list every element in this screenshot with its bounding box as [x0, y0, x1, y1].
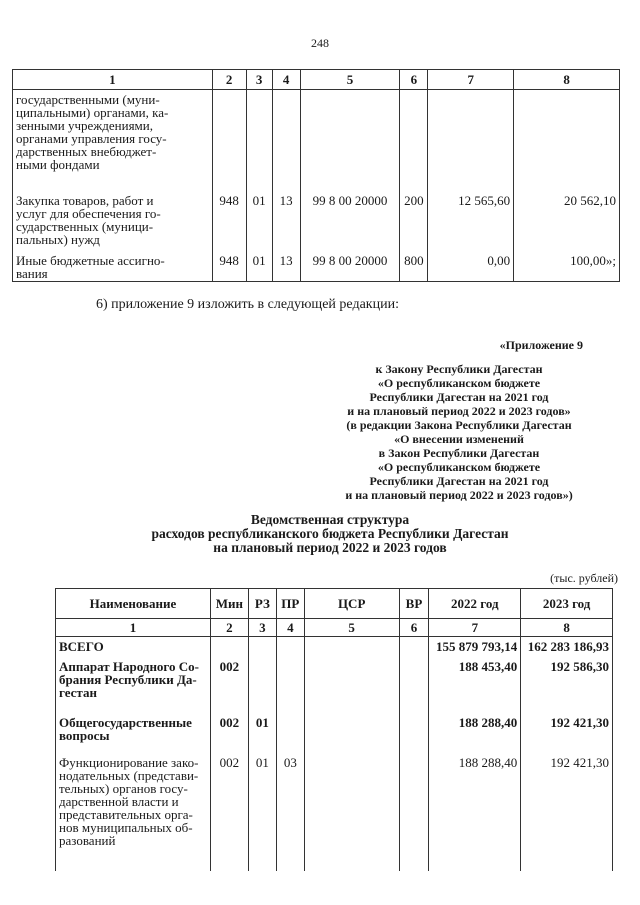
- appendix-line: и на плановый период 2022 и 2023 годов»: [347, 404, 571, 418]
- row-name: Общегосударственные вопросы: [56, 713, 211, 751]
- total-label: ВСЕГО: [56, 637, 211, 657]
- cell-min: 948: [212, 186, 246, 248]
- cell-rz: 01: [246, 248, 272, 282]
- header-csr: ЦСР: [304, 589, 399, 619]
- row-name: Закупка товаров, работ и услуг для обеспечения го- сударственных (муници- пальных) нужд: [13, 186, 213, 248]
- col-number-8: 8: [514, 70, 620, 90]
- appendix-line: к Закону Республики Дагестан: [375, 362, 543, 376]
- header-vr: ВР: [399, 589, 429, 619]
- col-number-1: 1: [13, 70, 213, 90]
- col-number-4: 4: [272, 70, 300, 90]
- units-label: (тыс. рублей): [550, 571, 618, 585]
- table-row: [56, 751, 613, 871]
- table-row: [13, 90, 620, 186]
- col-number: 5: [304, 619, 399, 637]
- amendment-paragraph: 6) приложение 9 изложить в следующей редакции:: [96, 297, 399, 312]
- cell-min: 002: [210, 713, 248, 751]
- appendix-line: «О республиканском бюджете: [377, 460, 541, 474]
- cell-value-2022: 188 288,40: [429, 713, 521, 751]
- cell-rz: 01: [248, 713, 276, 751]
- total-2023: 162 283 186,93: [521, 637, 613, 657]
- appendix-line: (в редакции Закона Республики Дагестан: [346, 418, 572, 432]
- col-number: 1: [56, 619, 211, 637]
- cell-min: 002: [210, 751, 248, 871]
- cell-value-2023: 192 421,30: [521, 713, 613, 751]
- cell-vr: 200: [400, 186, 428, 248]
- appendix-line: Республики Дагестан на 2021 год: [369, 474, 549, 488]
- cell-value-2021: 0,00: [428, 248, 514, 282]
- cell-csr: 99 8 00 20000: [300, 186, 400, 248]
- col-number-3: 3: [246, 70, 272, 90]
- row-name: Аппарат Народного Со- брания Республики Да- гестан: [56, 657, 211, 713]
- cell-csr: 99 8 00 20000: [300, 248, 400, 282]
- cell-value-2022: 188 288,40: [429, 751, 521, 871]
- page-number: 248: [311, 36, 329, 50]
- header-name: Наименование: [56, 589, 211, 619]
- cell-vr: 800: [400, 248, 428, 282]
- cell-pr: 13: [272, 186, 300, 248]
- cell-value-2023: 192 586,30: [521, 657, 613, 713]
- table-row: [56, 657, 613, 713]
- appendix-header: [320, 338, 598, 502]
- cell-rz: [248, 657, 276, 713]
- row-name: Функционирование зако- нодательных (представи- тельных) органов госу- дарственной власти и представительных орга- нов муниципальных об- разований: [56, 751, 211, 871]
- total-row: [56, 637, 613, 657]
- table-row: [13, 248, 620, 282]
- col-number-5: 5: [300, 70, 400, 90]
- cell-value-2022: 20 562,10: [514, 186, 620, 248]
- header-2023: 2023 год: [521, 589, 613, 619]
- cell-pr: [276, 713, 304, 751]
- cell-value-2022: 100,00»;: [514, 248, 620, 282]
- table-row: [13, 186, 620, 248]
- cell-pr: 03: [276, 751, 304, 871]
- appendix-line: Республики Дагестан на 2021 год: [369, 390, 549, 404]
- table-row: [56, 713, 613, 751]
- cell-pr: 13: [272, 248, 300, 282]
- header-2022: 2022 год: [429, 589, 521, 619]
- cell-rz: 01: [246, 186, 272, 248]
- appendix-line: «О внесении изменений: [394, 432, 524, 446]
- expenditure-table: [55, 588, 613, 871]
- col-number-2: 2: [212, 70, 246, 90]
- cell-value-2023: 192 421,30: [521, 751, 613, 871]
- header-pr: ПР: [276, 589, 304, 619]
- col-number: 7: [429, 619, 521, 637]
- appendix-line: и на плановый период 2022 и 2023 годов»): [345, 488, 573, 502]
- header-rz: РЗ: [248, 589, 276, 619]
- cell-value-2021: 12 565,60: [428, 186, 514, 248]
- col-number: 3: [248, 619, 276, 637]
- appendix-line: в Закон Республики Дагестан: [378, 446, 540, 460]
- cell-min: 948: [212, 248, 246, 282]
- col-number: 6: [399, 619, 429, 637]
- cell-min: 002: [210, 657, 248, 713]
- col-number: 8: [521, 619, 613, 637]
- cell-pr: [276, 657, 304, 713]
- col-number-7: 7: [428, 70, 514, 90]
- col-number: 4: [276, 619, 304, 637]
- cell-value-2022: 188 453,40: [429, 657, 521, 713]
- continuation-table: [12, 69, 620, 282]
- appendix-line: «Приложение 9: [499, 338, 583, 352]
- col-number-6: 6: [400, 70, 428, 90]
- cell-rz: 01: [248, 751, 276, 871]
- appendix-line: «О республиканском бюджете: [377, 376, 541, 390]
- total-2022: 155 879 793,14: [429, 637, 521, 657]
- col-number: 2: [210, 619, 248, 637]
- header-min: Мин: [210, 589, 248, 619]
- row-name: Иные бюджетные ассигно- вания: [13, 248, 213, 282]
- document-title: Ведомственная структура расходов республиканского бюджета Республики Дагестан на плановый период 2022 и 2023 годов: [151, 512, 509, 555]
- row-name: государственными (муни- ципальными) органами, ка- зенными учреждениями, органами управления госу- дарственных внебюджет- ными фондами: [13, 90, 213, 186]
